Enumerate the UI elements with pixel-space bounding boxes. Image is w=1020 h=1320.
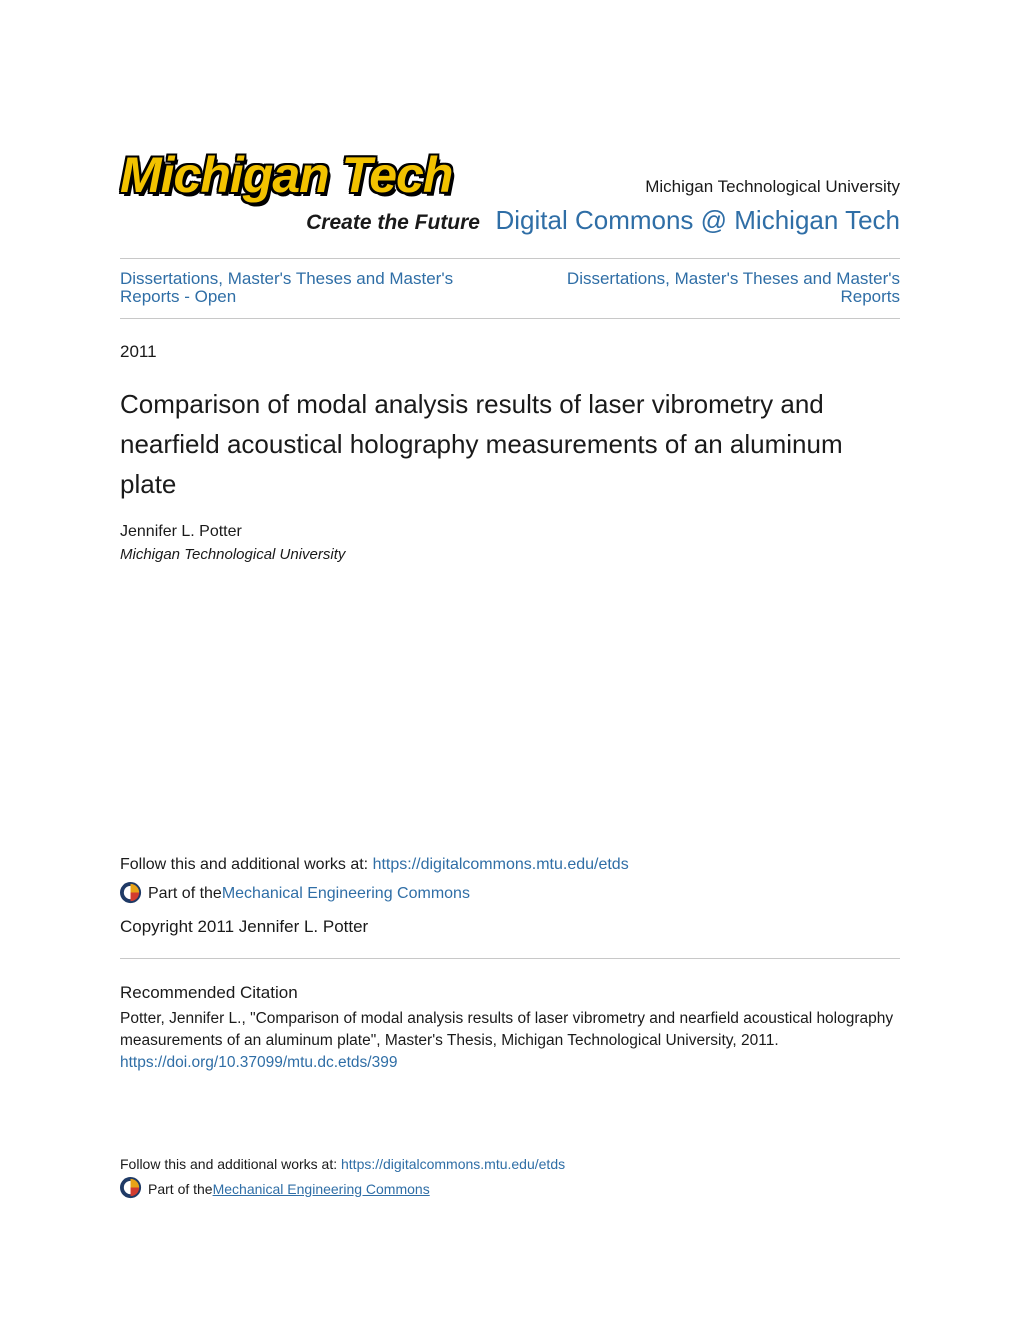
citation-text: Potter, Jennifer L., "Comparison of modal analysis results of laser vibrometry and nearfield acoustical holography measurements of an aluminum plate", Master's Thesis, Michigan Technological University, 2011. (120, 1010, 894, 1049)
divider (120, 318, 900, 319)
repository-title[interactable]: Digital Commons @ Michigan Tech (495, 205, 900, 235)
author-name: Jennifer L. Potter (120, 523, 242, 540)
part-of-line (120, 882, 470, 905)
follow-label: Follow this and additional works at: (120, 856, 373, 873)
publication-year: 2011 (120, 342, 157, 361)
mechanical-engineering-commons-link[interactable]: Mechanical Engineering Commons (212, 1180, 430, 1197)
part-of-line-secondary (120, 1177, 430, 1200)
citation-heading: Recommended Citation (120, 983, 298, 1002)
bepress-logo-icon (120, 1177, 143, 1200)
divider (120, 258, 900, 259)
logo-tagline: Create the Future (306, 211, 480, 234)
follow-label: Follow this and additional works at: (120, 1156, 341, 1172)
doi-link[interactable]: https://doi.org/10.37099/mtu.dc.etds/399 (120, 1054, 398, 1071)
follow-line-secondary (120, 1156, 565, 1172)
michigan-tech-logo[interactable] (120, 147, 482, 236)
university-name[interactable]: Michigan Technological University (645, 177, 900, 196)
document-title: Comparison of modal analysis results of laser vibrometry and nearfield acoustical holography measurements of an aluminum plate (120, 389, 843, 499)
collection-link-parent[interactable]: Dissertations, Master's Theses and Master's Reports (566, 269, 900, 306)
author-affiliation: Michigan Technological University (120, 546, 346, 563)
follow-line (120, 856, 629, 874)
citation-block (120, 1008, 900, 1074)
divider (120, 958, 900, 959)
mechanical-engineering-commons-link[interactable]: Mechanical Engineering Commons (221, 884, 470, 902)
logo-wordmark: Michigan Tech (120, 147, 453, 203)
follow-url-link[interactable]: https://digitalcommons.mtu.edu/etds (341, 1156, 566, 1172)
part-of-label: Part of the (148, 1180, 213, 1197)
bepress-logo-icon (120, 882, 143, 905)
part-of-label: Part of the (148, 884, 222, 902)
copyright-text: Copyright 2011 Jennifer L. Potter (120, 917, 369, 936)
collection-link-open[interactable]: Dissertations, Master's Theses and Master's Reports - Open (120, 269, 454, 306)
follow-url-link[interactable]: https://digitalcommons.mtu.edu/etds (372, 856, 629, 873)
